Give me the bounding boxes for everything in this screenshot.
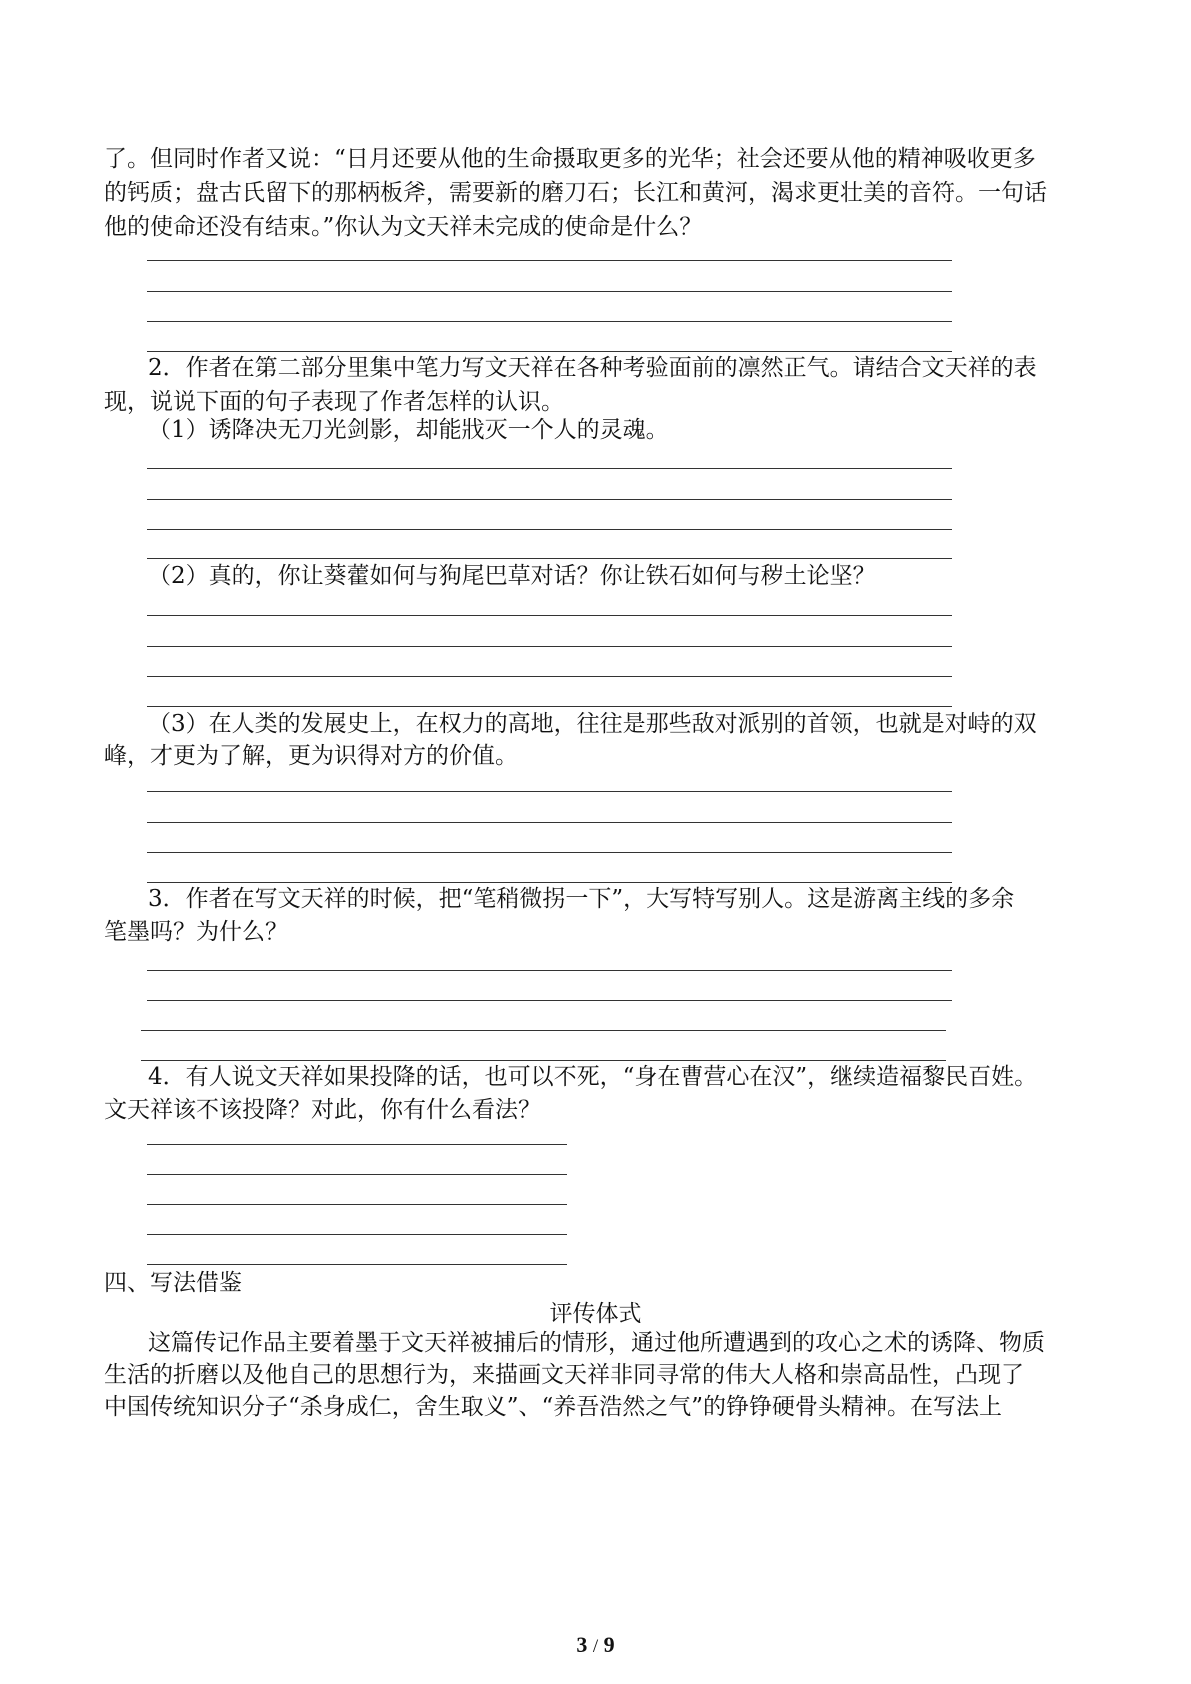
q3-text-line-1: 3．作者在写文天祥的时候，把“笔稍微拐一下”，大写特写别人。这是游离主线的多余 bbox=[148, 886, 1015, 912]
q2-sub-1: （1）诱降决无刀光剑影，却能戕灭一个人的灵魂。 bbox=[148, 417, 669, 443]
answer-line[interactable] bbox=[147, 499, 952, 500]
section-body-line-3: 中国传统知识分子“杀身成仁，舍生取义”、“养吾浩然之气”的铮铮硬骨头精神。在写法上 bbox=[104, 1394, 1003, 1420]
page-current: 3 bbox=[576, 1632, 588, 1657]
answer-line[interactable] bbox=[147, 1174, 567, 1175]
answer-line[interactable] bbox=[147, 791, 952, 792]
q2-sub-3-line-2: 峰，才更为了解，更为识得对方的价值。 bbox=[104, 743, 518, 769]
answer-line[interactable] bbox=[147, 970, 952, 971]
answer-line[interactable] bbox=[147, 291, 952, 292]
q2-text-line-2: 现，说说下面的句子表现了作者怎样的认识。 bbox=[104, 389, 564, 415]
page-total: 9 bbox=[603, 1632, 615, 1657]
q4-text-line-2: 文天祥该不该投降？对此，你有什么看法？ bbox=[104, 1097, 541, 1123]
answer-line[interactable] bbox=[147, 529, 952, 530]
q3-text-line-2: 笔墨吗？为什么？ bbox=[104, 919, 288, 945]
page-separator: / bbox=[592, 1636, 599, 1657]
section-title: 评传体式 bbox=[549, 1301, 642, 1327]
answer-line[interactable] bbox=[147, 646, 952, 647]
answer-line[interactable] bbox=[147, 1264, 567, 1265]
answer-line[interactable] bbox=[147, 1144, 567, 1145]
answer-line[interactable] bbox=[147, 1234, 567, 1235]
answer-line[interactable] bbox=[147, 822, 952, 823]
q1-text-line-2: 的钙质；盘古氏留下的那柄板斧，需要新的磨刀石；长江和黄河，渴求更壮美的音符。一句话 bbox=[104, 180, 1047, 206]
section-heading: 四、写法借鉴 bbox=[104, 1270, 242, 1296]
q2-sub-3-line-1: （3）在人类的发展史上，在权力的高地，往往是那些敌对派别的首领，也就是对峙的双 bbox=[148, 711, 1037, 737]
answer-line[interactable] bbox=[147, 852, 952, 853]
answer-line[interactable] bbox=[147, 1000, 952, 1001]
q1-text-line-3: 他的使命还没有结束。”你认为文天祥未完成的使命是什么？ bbox=[104, 214, 703, 240]
answer-line[interactable] bbox=[147, 260, 952, 261]
page-number bbox=[0, 1632, 1191, 1658]
q2-sub-2: （2）真的，你让葵藿如何与狗尾巴草对话？你让铁石如何与秽土论坚？ bbox=[148, 563, 876, 589]
answer-line[interactable] bbox=[141, 1030, 946, 1031]
answer-line[interactable] bbox=[147, 321, 952, 322]
section-body-line-2: 生活的折磨以及他自己的思想行为，来描画文天祥非同寻常的伟大人格和崇高品性，凸现了 bbox=[104, 1362, 1024, 1388]
q2-text-line-1: 2．作者在第二部分里集中笔力写文天祥在各种考验面前的凛然正气。请结合文天祥的表 bbox=[148, 355, 1037, 381]
answer-line[interactable] bbox=[147, 615, 952, 616]
answer-line[interactable] bbox=[147, 468, 952, 469]
q1-text-line-1: 了。但同时作者又说：“日月还要从他的生命摄取更多的光华；社会还要从他的精神吸收更多 bbox=[104, 146, 1036, 172]
q4-text-line-1: 4．有人说文天祥如果投降的话，也可以不死，“身在曹营心在汉”，继续造福黎民百姓。 bbox=[148, 1064, 1038, 1090]
answer-line[interactable] bbox=[147, 676, 952, 677]
answer-line[interactable] bbox=[147, 1204, 567, 1205]
section-body-line-1: 这篇传记作品主要着墨于文天祥被捕后的情形，通过他所遭遇到的攻心之术的诱降、物质 bbox=[148, 1330, 1045, 1356]
